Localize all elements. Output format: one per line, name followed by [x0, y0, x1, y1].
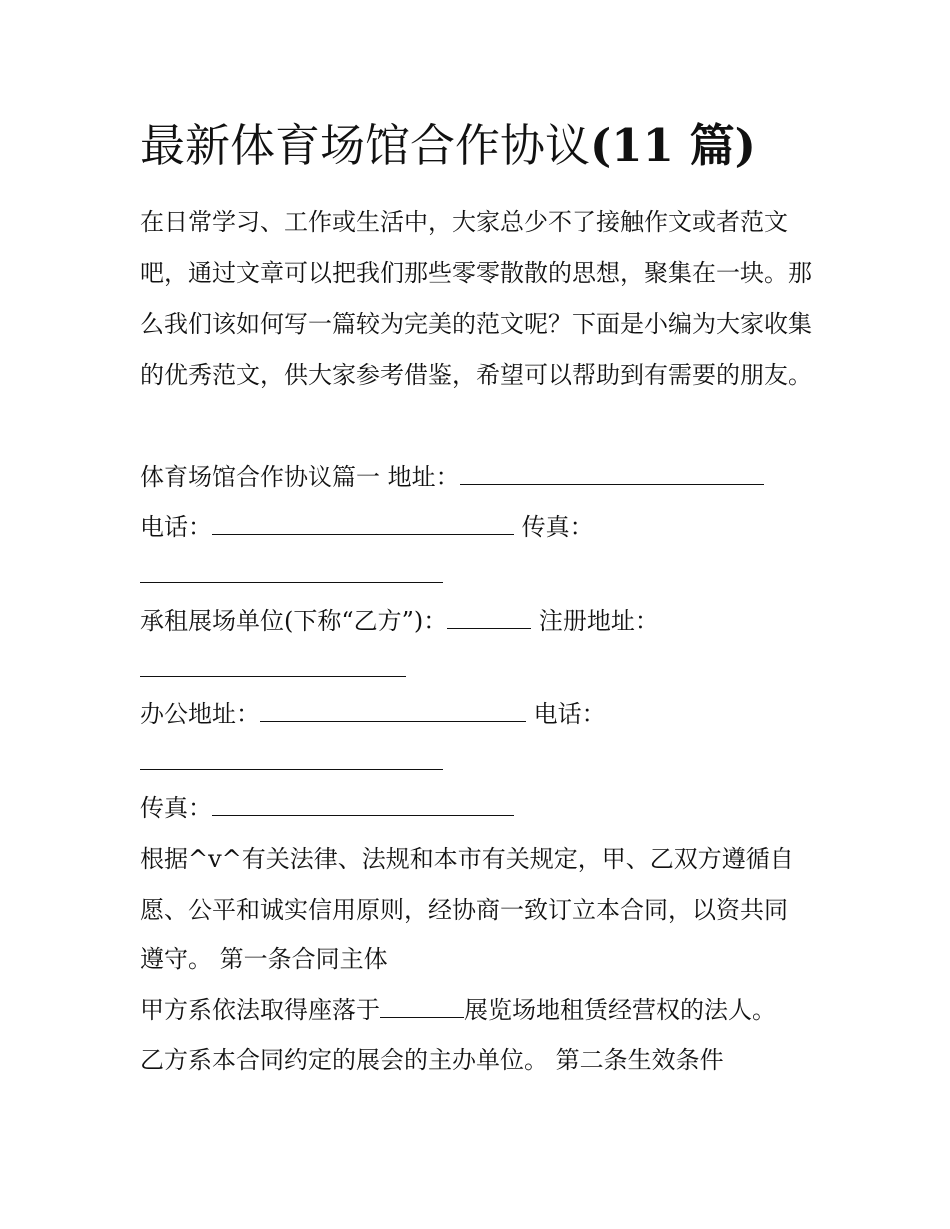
- tenant-label: 承租展场单位(下称“乙方”)：: [140, 607, 448, 635]
- phone-blank: [212, 510, 514, 535]
- para2-suffix: 展览场地租赁经营权的法人。: [464, 996, 776, 1024]
- form-line-registered-blank: [140, 652, 406, 686]
- phone-label: 电话：: [140, 513, 212, 541]
- fax-blank-2: [212, 791, 514, 816]
- section-heading: 体育场馆合作协议篇一: [140, 463, 380, 491]
- body-para1-line3: 遵守。 第一条合同主体: [140, 945, 388, 973]
- form-line-address: [140, 460, 764, 494]
- body-para1-line1: 根据^v^有关法律、法规和本市有关规定，甲、乙双方遵循自: [140, 845, 794, 873]
- registered-address-blank: [140, 652, 406, 677]
- form-line-fax-2: [140, 791, 514, 825]
- form-line-phone-blank: [140, 745, 443, 779]
- body-para3: 乙方系本合同约定的展会的主办单位。 第二条生效条件: [140, 1046, 724, 1074]
- location-blank: [380, 993, 464, 1018]
- title-main: 最新体育场馆合作协议: [140, 119, 591, 172]
- address-label: 地址：: [387, 463, 460, 491]
- fax-blank: [140, 558, 443, 583]
- fax-label-2: 传真：: [140, 794, 212, 822]
- address-blank: [460, 460, 764, 485]
- para2-prefix: 甲方系依法取得座落于: [140, 996, 380, 1024]
- document-title: [140, 116, 756, 176]
- title-suffix: (11 篇): [590, 119, 756, 172]
- fax-label: 传真：: [521, 513, 594, 541]
- form-line-office: [140, 697, 606, 731]
- form-line-fax-blank: [140, 558, 443, 592]
- phone-label-2: 电话：: [533, 700, 606, 728]
- phone-blank-2: [140, 745, 443, 770]
- office-address-blank: [260, 697, 526, 722]
- form-line-tenant: [140, 604, 659, 638]
- body-para2: [140, 993, 776, 1027]
- form-line-phone-fax: [140, 510, 594, 544]
- tenant-blank: [447, 604, 531, 629]
- registered-address-label: 注册地址：: [538, 607, 659, 635]
- office-address-label: 办公地址：: [140, 700, 260, 728]
- body-para1-line2: 愿、公平和诚实信用原则，经协商一致订立本合同，以资共同: [140, 896, 788, 924]
- intro-paragraph: 在日常学习、工作或生活中，大家总少不了接触作文或者范文吧，通过文章可以把我们那些零零散散的思想，聚集在一块。那么我们该如何写一篇较为完美的范文呢？下面是小编为大家收集的优秀范文，供大家参考借鉴，希望可以帮助到有需要的朋友。: [140, 208, 812, 389]
